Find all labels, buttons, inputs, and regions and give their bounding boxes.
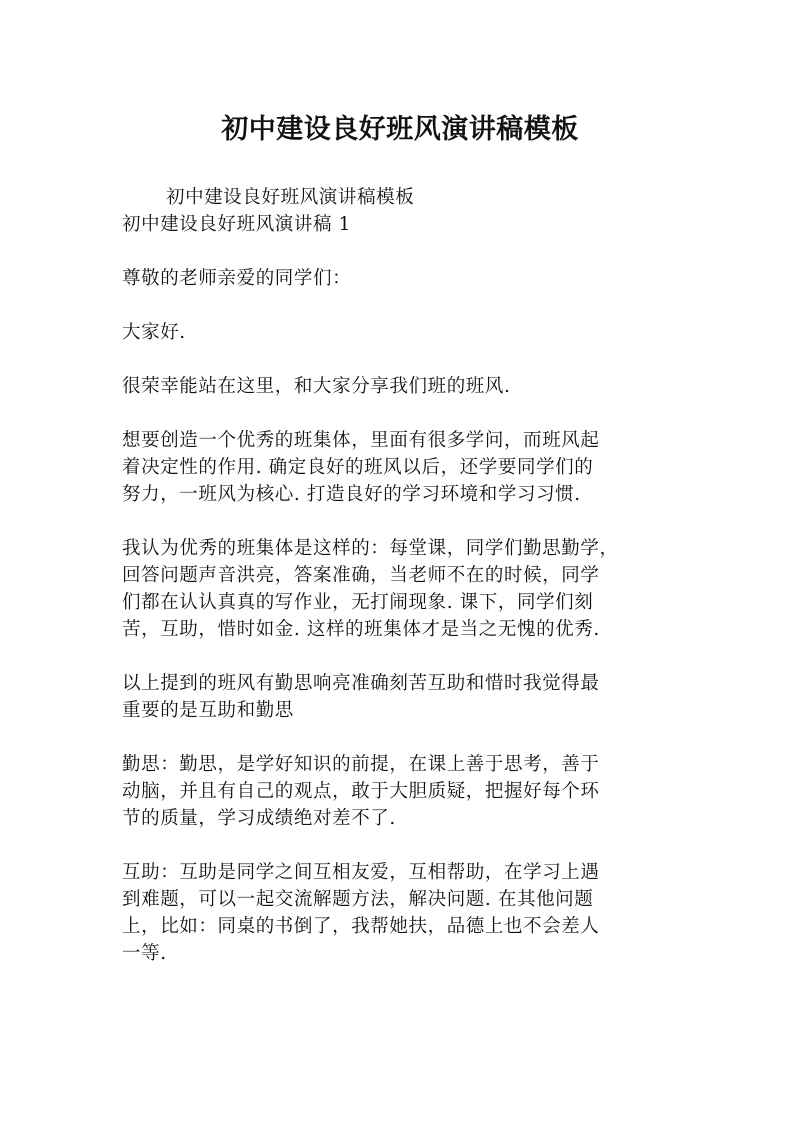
paragraph-line: 上，比如：同桌的书倒了，我帮她扶，品德上也不会差人 <box>122 916 600 937</box>
salutation: 尊敬的老师亲爱的同学们： <box>122 268 352 289</box>
paragraph-line: 很荣幸能站在这里，和大家分享我们班的班风. <box>122 376 511 397</box>
paragraph-3 <box>122 535 672 643</box>
paragraph-line: 重要的是互助和勤思 <box>122 700 294 721</box>
paragraph-gap <box>122 400 672 427</box>
paragraph-line: 勤思：勤思，是学好知识的前提，在课上善于思考，善于 <box>122 754 600 775</box>
paragraph-line: 想要创造一个优秀的班集体，里面有很多学问，而班风起 <box>122 430 600 451</box>
document-body <box>122 184 672 967</box>
document-title: 初中建设良好班风演讲稿模板 <box>221 114 579 145</box>
paragraph-line: 以上提到的班风有勤思响亮准确刻苦互助和惜时我觉得最 <box>122 673 600 694</box>
paragraph-line: 到难题，可以一起交流解题方法，解决问题. 在其他问题 <box>122 889 594 910</box>
paragraph-gap <box>122 832 672 859</box>
paragraph-line: 我认为优秀的班集体是这样的：每堂课，同学们勤思勤学， <box>122 538 619 559</box>
paragraph-gap <box>122 508 672 535</box>
paragraph-line: 一等. <box>122 943 167 964</box>
paragraph-line: 回答问题声音洪亮，答案准确，当老师不在的时候，同学 <box>122 565 600 586</box>
paragraph-line: 们都在认认真真的写作业，无打闹现象. 课下，同学们刻 <box>122 592 594 613</box>
paragraph-1 <box>122 373 672 400</box>
paragraph-gap <box>122 643 672 670</box>
paragraph-line: 动脑，并且有自己的观点，敢于大胆质疑，把握好每个环 <box>122 781 600 802</box>
paragraph-2 <box>122 427 672 508</box>
paragraph-line: 节的质量，学习成绩绝对差不了. <box>122 808 396 829</box>
paragraph-gap <box>122 724 672 751</box>
paragraph-4 <box>122 670 672 724</box>
paragraph-line: 努力，一班风为核心. 打造良好的学习环境和学习习惯. <box>122 484 581 505</box>
speech-heading: 初中建设良好班风演讲稿 1 <box>122 214 351 235</box>
paragraph-gap <box>122 238 672 265</box>
paragraph-6 <box>122 859 672 967</box>
paragraph-line: 着决定性的作用. 确定良好的班风以后，还学要同学们的 <box>122 457 594 478</box>
paragraph-5 <box>122 751 672 832</box>
paragraph-line: 互助：互助是同学之间互相友爱，互相帮助，在学习上遇 <box>122 862 600 883</box>
document-subtitle: 初中建设良好班风演讲稿模板 <box>166 187 415 208</box>
paragraph-gap <box>122 292 672 319</box>
greeting: 大家好. <box>122 322 186 343</box>
paragraph-line: 苦，互助，惜时如金. 这样的班集体才是当之无愧的优秀. <box>122 619 600 640</box>
paragraph-gap <box>122 346 672 373</box>
